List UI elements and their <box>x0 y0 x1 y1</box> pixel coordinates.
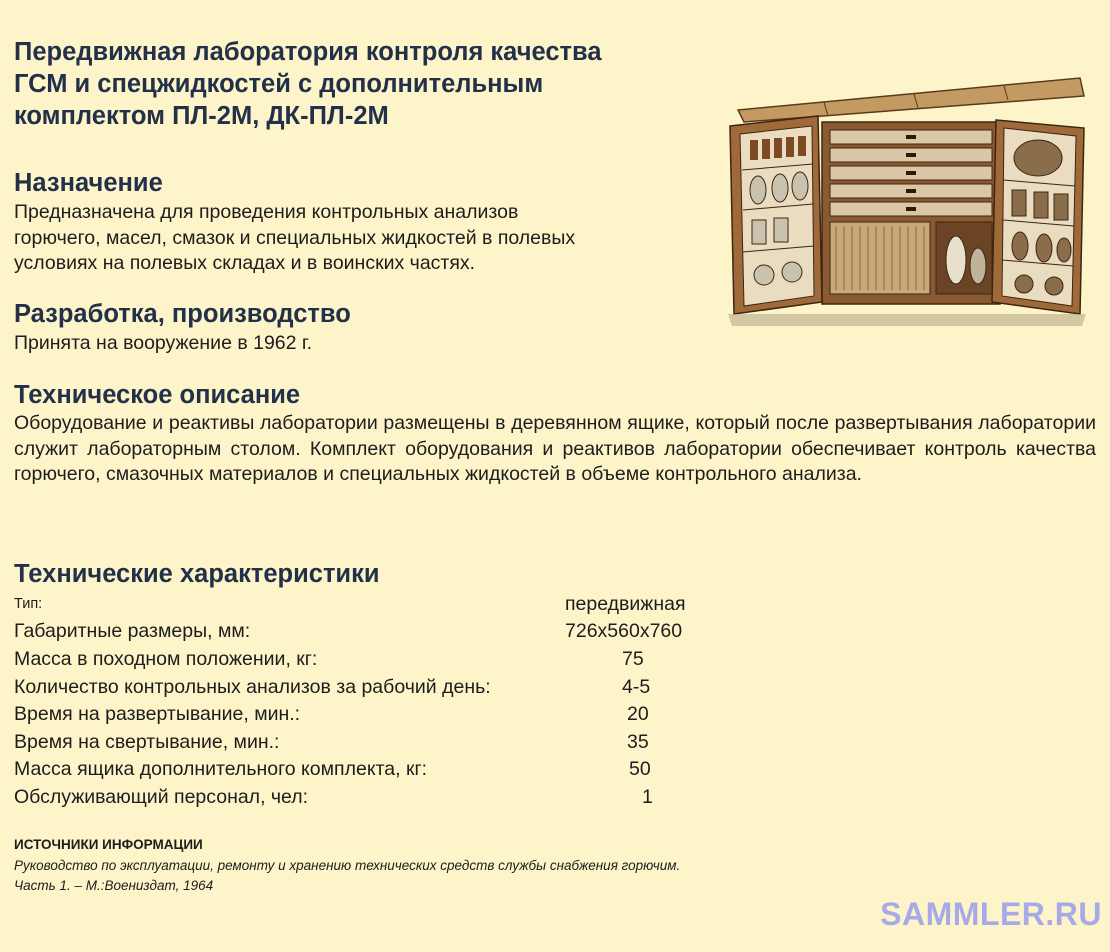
spec-label-personnel: Обслуживающий персонал, чел: <box>14 786 309 808</box>
site-watermark: SAMMLER.RU <box>880 896 1102 932</box>
laboratory-cabinet-illustration <box>724 70 1090 338</box>
spec-label-type: Тип: <box>14 596 43 612</box>
page-title <box>14 36 714 132</box>
spec-label-fold-time: Время на свертывание, мин.: <box>14 731 280 753</box>
purpose-text <box>14 200 575 277</box>
purpose-heading: Назначение <box>14 169 163 197</box>
specs-heading: Технические характеристики <box>14 560 380 588</box>
title-line: Передвижная лаборатория контроля качества <box>14 38 602 66</box>
spec-label-dimensions: Габаритные размеры, мм: <box>14 620 251 642</box>
spec-value-fold-time: 35 <box>627 731 649 753</box>
source-line: Руководство по эксплуатации, ремонту и хранению технических средств службы снабжения горючим. <box>14 858 681 873</box>
spec-value-personnel: 1 <box>642 786 653 808</box>
source-line: Часть 1. – М.:Воениздат, 1964 <box>14 878 214 893</box>
spec-value-analyses: 4-5 <box>622 676 651 698</box>
development-text: Принята на вооружение в 1962 г. <box>14 332 313 354</box>
purpose-line: Предназначена для проведения контрольных анализов <box>14 201 519 223</box>
spec-label-deploy-time: Время на развертывание, мин.: <box>14 703 301 725</box>
description-text: Оборудование и реактивы лаборатории размещены в деревянном ящике, который после развертывания лаборатории служит лабораторным столом. Комплект оборудования и реактивов лаборатории обеспечивает контроль качества горючего, смазочных материалов и специальных жидкостей в объеме контрольного анализа. <box>14 412 1096 485</box>
spec-label-mass: Масса в походном положении, кг: <box>14 648 318 670</box>
development-heading: Разработка, производство <box>14 300 351 328</box>
cabinet-drawing <box>724 70 1090 338</box>
spec-value-dimensions: 726х560х760 <box>565 620 683 642</box>
spec-value-type: передвижная <box>565 593 686 615</box>
spec-value-mass: 75 <box>622 648 644 670</box>
title-line: комплектом ПЛ-2М, ДК-ПЛ-2М <box>14 102 389 130</box>
title-line: ГСМ и спецжидкостей с дополнительным <box>14 70 544 98</box>
spec-value-deploy-time: 20 <box>627 703 649 725</box>
spec-value-extra-mass: 50 <box>629 758 651 780</box>
spec-label-analyses: Количество контрольных анализов за рабочий день: <box>14 676 491 698</box>
description-heading: Техническое описание <box>14 381 301 409</box>
spec-label-extra-mass: Масса ящика дополнительного комплекта, кг: <box>14 758 428 780</box>
sources-heading: ИСТОЧНИКИ ИНФОРМАЦИИ <box>14 837 203 852</box>
purpose-line: условиях на полевых складах и в воинских частях. <box>14 252 476 274</box>
purpose-line: горючего, масел, смазок и специальных жидкостей в полевых <box>14 226 576 249</box>
